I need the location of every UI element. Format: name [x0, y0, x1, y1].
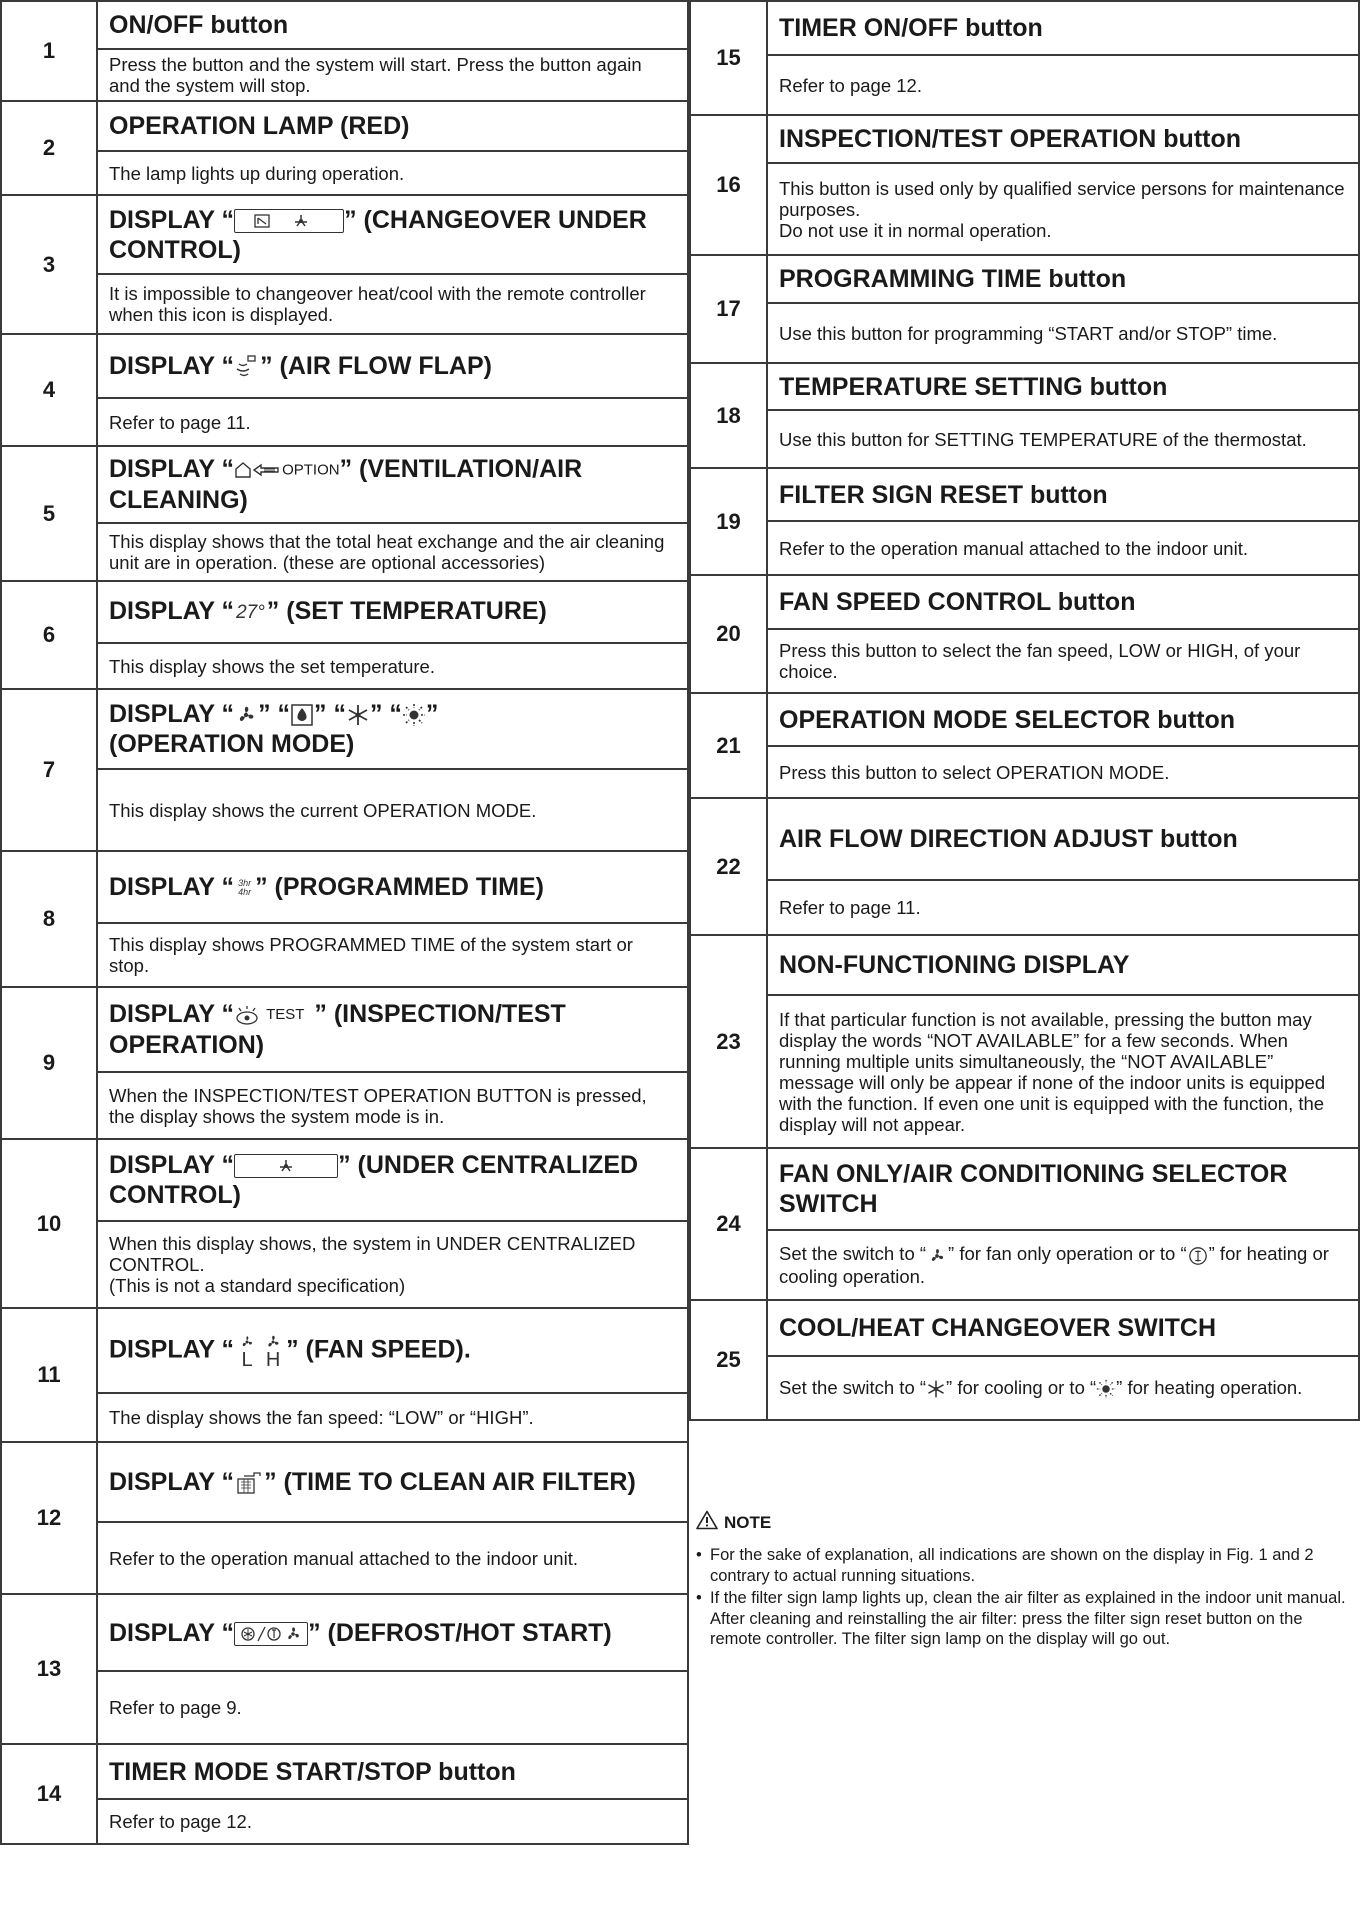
fan-low-icon: [237, 1333, 257, 1369]
row-number: 5: [1, 446, 97, 581]
cool-mode-icon: [346, 703, 370, 727]
row-description-line: This button is used only by qualified service persons for maintenance purposes.: [779, 177, 1345, 220]
title-prefix: DISPLAY “: [109, 999, 235, 1028]
heat-switch-icon: [1096, 1379, 1116, 1399]
desc-part: Set the switch to “: [779, 1376, 927, 1398]
row-number: 6: [1, 581, 97, 689]
row-description: Refer to page 11.: [767, 880, 1359, 935]
row-15-head: [690, 1, 1359, 55]
row-number: 13: [1, 1594, 97, 1744]
row-description: Refer to page 9.: [97, 1671, 688, 1744]
row-title: [97, 851, 688, 923]
row-3-head: [1, 195, 688, 274]
fan-high-icon: [263, 1333, 283, 1369]
row-2-head: [1, 101, 688, 151]
row-title: FAN SPEED CONTROL button: [767, 575, 1359, 629]
title-prefix: DISPLAY “: [109, 352, 235, 380]
row-8-head: [1, 851, 688, 923]
inspection-icon: [234, 1004, 260, 1026]
title-suffix: ” (VENTILATION/AIR CLEANING): [109, 454, 583, 515]
title-suffix: ” (FAN SPEED).: [286, 1335, 471, 1364]
fan-low-label: L: [241, 1348, 253, 1371]
row-number: 10: [1, 1139, 97, 1308]
note-title: NOTE: [724, 1512, 772, 1532]
row-12-head: [1, 1442, 688, 1522]
row-description: Refer to page 12.: [767, 55, 1359, 115]
row-number: 23: [690, 935, 767, 1148]
row-description: [97, 1221, 688, 1308]
row-10-head: [1, 1139, 688, 1221]
row-number: 9: [1, 987, 97, 1139]
option-label: OPTION: [282, 461, 340, 479]
title-prefix: DISPLAY “: [109, 597, 235, 626]
row-4-head: [1, 334, 688, 398]
desc-part: ” for fan only operation or to “: [948, 1243, 1187, 1265]
row-number: 25: [690, 1300, 767, 1420]
note-item: • For the sake of explanation, all indications are shown on the display in Fig. 1 and 2 contrary to actual running situations.: [696, 1545, 1346, 1586]
row-title: [97, 689, 688, 769]
programmed-time-hour-2: 4hr: [238, 887, 252, 898]
row-number: 18: [690, 363, 767, 468]
row-description: Press this button to select OPERATION MODE.: [767, 746, 1359, 798]
row-22-head: [690, 798, 1359, 880]
title-prefix: DISPLAY “: [109, 205, 235, 234]
row-title: [97, 1594, 688, 1671]
note-list: [696, 1545, 1346, 1650]
row-title: PROGRAMMING TIME button: [767, 255, 1359, 303]
title-suffix: ” (INSPECTION/TEST OPERATION): [109, 999, 566, 1060]
row-description: Press the button and the system will start. Press the button again and the system will stop.: [97, 49, 688, 101]
title-prefix: DISPLAY “: [109, 873, 235, 901]
row-title: ON/OFF button: [97, 1, 688, 49]
title-prefix: DISPLAY “: [109, 1335, 235, 1364]
row-description: Use this button for programming “START and/or STOP” time.: [767, 303, 1359, 363]
row-description: Refer to the operation manual attached to the indoor unit.: [97, 1522, 688, 1594]
row-number: 20: [690, 575, 767, 693]
row-description: If that particular function is not available, pressing the button may display the words “NOT AVAILABLE” for a few seconds. When running multiple units simultaneously, the “NOT AVAILABLE” message will only be appear if none of the indoor units is equipped with the function. If even one unit is equipped with the function, the display will not appear.: [767, 995, 1359, 1148]
programmed-time-icon: [238, 879, 251, 897]
fan-switch-icon: [926, 1246, 948, 1266]
note-heading: [696, 1510, 1346, 1535]
row-title: [97, 987, 688, 1072]
row-title: TEMPERATURE SETTING button: [767, 363, 1359, 410]
row-description: This display shows the set temperature.: [97, 643, 688, 689]
row-number: 2: [1, 101, 97, 195]
row-description: The display shows the fan speed: “LOW” or “HIGH”.: [97, 1393, 688, 1442]
row-title: TIMER ON/OFF button: [767, 1, 1359, 55]
warning-triangle-icon: [696, 1510, 718, 1535]
row-title: [97, 195, 688, 274]
row-21-head: [690, 693, 1359, 746]
row-description-line: (This is not a standard specification): [109, 1275, 406, 1296]
row-23-head: [690, 935, 1359, 995]
row-title: OPERATION LAMP (RED): [97, 101, 688, 151]
row-title: TIMER MODE START/STOP button: [97, 1744, 688, 1799]
row-description: This display shows the current OPERATION MODE.: [97, 769, 688, 851]
row-title: FAN ONLY/AIR CONDITIONING SELECTOR SWITCH: [767, 1148, 1359, 1230]
desc-part: Set the switch to “: [779, 1243, 927, 1265]
title-separator: ” “: [314, 700, 346, 728]
title-prefix: DISPLAY “: [109, 454, 235, 483]
desc-part: ” for cooling or to “: [946, 1376, 1097, 1398]
air-flow-flap-icon: [234, 355, 260, 379]
row-description: It is impossible to changeover heat/cool with the remote controller when this icon is displayed.: [97, 274, 688, 334]
row-description: Press this button to select the fan speed, LOW or HIGH, of your choice.: [767, 629, 1359, 693]
test-label: TEST: [266, 1006, 305, 1024]
row-number: 24: [690, 1148, 767, 1300]
programmed-time-hour-1: 3hr: [238, 878, 252, 889]
row-title: COOL/HEAT CHANGEOVER SWITCH: [767, 1300, 1359, 1356]
row-description: When the INSPECTION/TEST OPERATION BUTTON is pressed, the display shows the system mode is in.: [97, 1072, 688, 1139]
desc-part: ” for heating or cooling operation.: [779, 1243, 1329, 1287]
right-spec-table: [689, 0, 1360, 1421]
row-description: [767, 1356, 1359, 1420]
row-description: [767, 163, 1359, 255]
row-number: 22: [690, 798, 767, 935]
row-description: Refer to page 12.: [97, 1799, 688, 1844]
row-number: 1: [1, 1, 97, 101]
row-description: Use this button for SETTING TEMPERATURE of the thermostat.: [767, 410, 1359, 468]
changeover-under-control-icon: [234, 209, 344, 233]
right-column: [689, 0, 1360, 1421]
row-number: 12: [1, 1442, 97, 1594]
title-prefix: DISPLAY “: [109, 1618, 235, 1647]
row-description: [767, 1230, 1359, 1300]
row-title: [97, 334, 688, 398]
row-title: [97, 1139, 688, 1221]
heat-mode-icon: [402, 703, 426, 727]
row-number: 21: [690, 693, 767, 798]
title-prefix: DISPLAY “: [109, 700, 235, 728]
row-18-head: [690, 363, 1359, 410]
row-number: 4: [1, 334, 97, 446]
dry-mode-icon: [290, 703, 314, 727]
row-number: 19: [690, 468, 767, 575]
title-suffix: ” (UNDER CENTRALIZED CONTROL): [109, 1151, 639, 1209]
title-suffix: ” (CHANGEOVER UNDER CONTROL): [109, 205, 647, 264]
cool-switch-icon: [926, 1379, 946, 1399]
row-6-head: [1, 581, 688, 643]
row-description-line: Do not use it in normal operation.: [779, 219, 1052, 241]
title-suffix: ” (DEFROST/HOT START): [308, 1618, 612, 1647]
row-description: The lamp lights up during operation.: [97, 151, 688, 195]
ventilation-air-cleaning-icon: [234, 460, 282, 480]
row-19-head: [690, 468, 1359, 521]
row-title: [97, 581, 688, 643]
left-spec-table: [0, 0, 689, 1845]
row-number: 16: [690, 115, 767, 255]
set-temperature-icon: 27°: [236, 601, 265, 623]
title-line-2: (OPERATION MODE): [109, 730, 355, 758]
title-suffix: ”: [425, 700, 439, 728]
row-title: INSPECTION/TEST OPERATION button: [767, 115, 1359, 163]
row-1-head: [1, 1, 688, 49]
row-number: 3: [1, 195, 97, 334]
title-suffix: ” (TIME TO CLEAN AIR FILTER): [264, 1468, 636, 1496]
row-description: This display shows that the total heat exchange and the air cleaning unit are in operation. (these are optional accessories): [97, 523, 688, 581]
row-title: [97, 446, 688, 523]
note-item: • If the filter sign lamp lights up, clean the air filter as explained in the indoor unit manual. After cleaning and reinstalling the air filter: press the filter sign reset button on the remote controller. The filter sign lamp on the display will go out.: [696, 1588, 1346, 1650]
title-separator: ” “: [369, 700, 402, 728]
desc-part: ” for heating operation.: [1116, 1376, 1303, 1398]
title-prefix: DISPLAY “: [109, 1468, 235, 1496]
air-conditioning-switch-icon: [1187, 1246, 1209, 1266]
filter-clean-icon: [234, 1470, 264, 1496]
row-description: Refer to page 11.: [97, 398, 688, 446]
title-suffix: ” (AIR FLOW FLAP): [260, 352, 492, 380]
row-number: 7: [1, 689, 97, 851]
row-title: OPERATION MODE SELECTOR button: [767, 693, 1359, 746]
row-title: [97, 1308, 688, 1393]
row-9-head: [1, 987, 688, 1072]
row-description: This display shows PROGRAMMED TIME of the system start or stop.: [97, 923, 688, 987]
fan-high-label: H: [265, 1348, 281, 1371]
row-description-line: When this display shows, the system in UNDER CENTRALIZED CONTROL.: [109, 1233, 636, 1275]
fan-mode-icon: [234, 703, 258, 727]
title-prefix: DISPLAY “: [109, 1151, 235, 1179]
row-7-head: [1, 689, 688, 769]
left-column: [0, 0, 689, 1845]
row-5-head: [1, 446, 688, 523]
note-section: [696, 1510, 1346, 1652]
row-number: 15: [690, 1, 767, 115]
row-20-head: [690, 575, 1359, 629]
row-24-head: [690, 1148, 1359, 1230]
row-17-head: [690, 255, 1359, 303]
title-separator: ” “: [258, 700, 291, 728]
row-description: Refer to the operation manual attached to the indoor unit.: [767, 521, 1359, 575]
row-number: 17: [690, 255, 767, 363]
row-title: [97, 1442, 688, 1522]
row-title: NON-FUNCTIONING DISPLAY: [767, 935, 1359, 995]
row-number: 11: [1, 1308, 97, 1442]
row-25-head: [690, 1300, 1359, 1356]
row-11-head: [1, 1308, 688, 1393]
row-number: 8: [1, 851, 97, 987]
title-suffix: ” (SET TEMPERATURE): [266, 597, 547, 626]
row-14-head: [1, 1744, 688, 1799]
centralized-control-icon: [234, 1154, 338, 1178]
title-suffix: ” (PROGRAMMED TIME): [255, 873, 544, 901]
row-title: FILTER SIGN RESET button: [767, 468, 1359, 521]
defrost-hot-start-icon: [234, 1622, 308, 1646]
row-number: 14: [1, 1744, 97, 1844]
row-title: AIR FLOW DIRECTION ADJUST button: [767, 798, 1359, 880]
row-16-head: [690, 115, 1359, 163]
row-13-head: [1, 1594, 688, 1671]
